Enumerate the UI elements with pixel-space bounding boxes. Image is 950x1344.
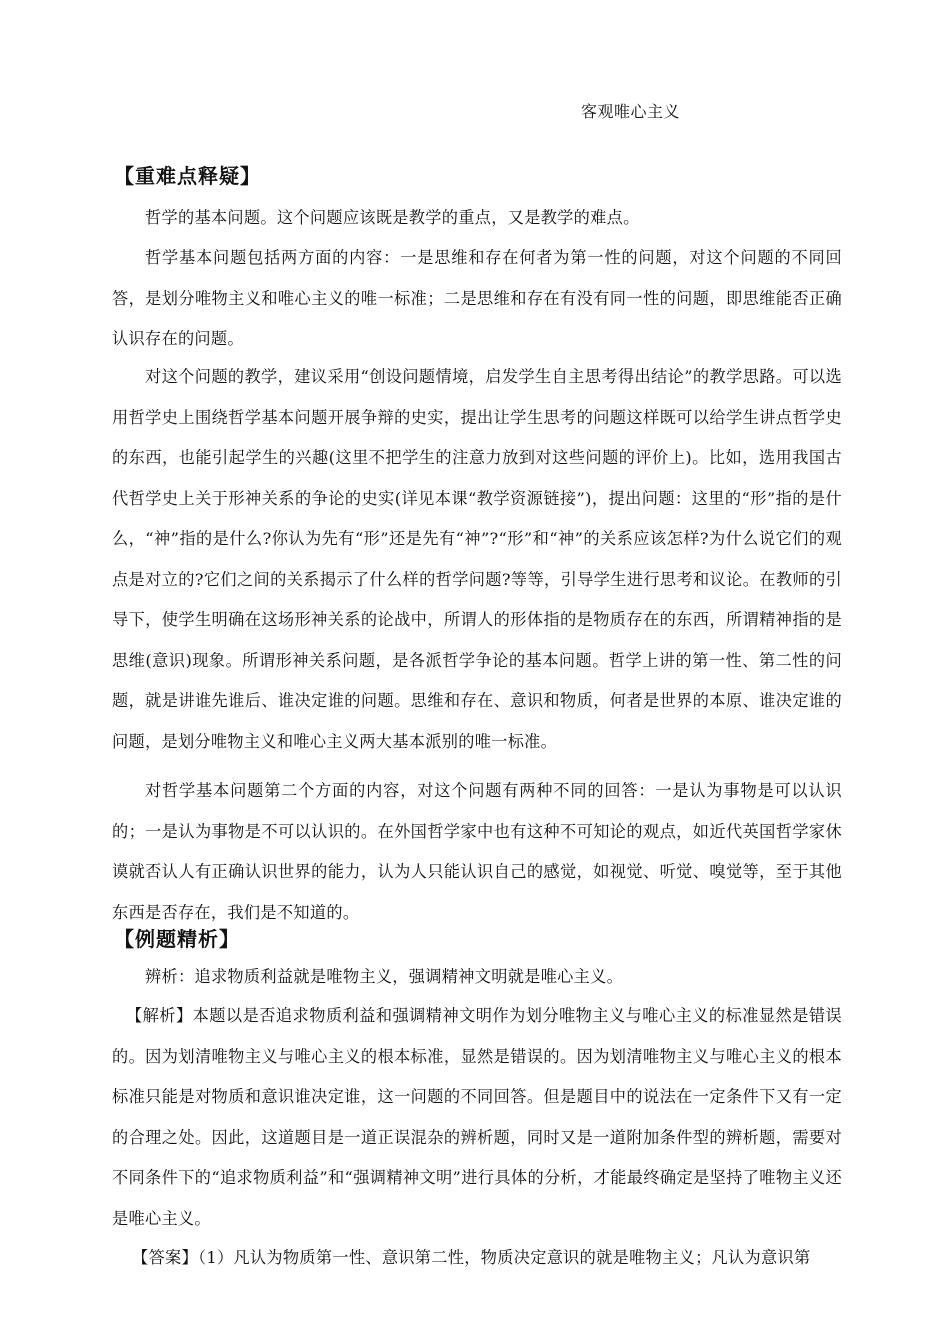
paragraph-two-aspects: 哲学基本问题包括两方面的内容：一是思维和存在何者为第一性的问题，对这个问题的不同回答，是划分唯物主义和唯心主义的唯一标准；二是思维和存在有没有同一性的问题，即思维能否正确认识存在的问题。 — [112, 248, 842, 348]
answer-tag: 【答案】 — [132, 1248, 198, 1267]
top-label: 客观唯心主义 — [581, 102, 681, 121]
analysis-tag: 【解析】 — [126, 1006, 193, 1025]
paragraph-second-aspect: 对哲学基本问题第二个方面的内容，对这个问题有两种不同的回答：一是认为事物是可以认识的；一是认为事物是不可以认识的。在外国哲学家中也有这种不可知论的观点，如近代英国哲学家休谟就否认人有正确认识世界的能力，认为人只能认识自己的感觉，如视觉、听觉、嗅觉等，至于其他东西是否存在，我们是不知道的。 — [112, 781, 842, 922]
example-question: 辨析：追求物质利益就是唯物主义，强调精神文明就是唯心主义。 — [145, 967, 624, 986]
section-heading-examples: 【例题精析】 — [114, 927, 240, 951]
section-heading-key-points: 【重难点释疑】 — [114, 164, 261, 188]
analysis-text: 本题以是否追求物质利益和强调精神文明作为划分唯物主义与唯心主义的标准显然是错误的。因为划清唯物主义与唯心主义的根本标准，显然是错误的。因为划清唯物主义与唯心主义的根本标准只能是对物质和意识谁决定谁，这一问题的不同回答。但是题目中的说法在一定条件下又有一定的合理之处。因此，这道题目是一道正误混杂的辨析题，同时又是一道附加条件型的辨析题，需要对不同条件下的“追求物质利益”和“强调精神文明”进行具体的分析，才能最终确定是坚持了唯物主义还是唯心主义。 — [112, 1006, 842, 1228]
answer-text: （1）凡认为物质第一性、意识第二性，物质决定意识的就是唯物主义；凡认为意识第 — [197, 1248, 811, 1267]
example-analysis — [112, 996, 842, 1239]
paragraph-basic-question: 哲学的基本问题。这个问题应该既是教学的重点，又是教学的难点。 — [145, 208, 640, 227]
paragraph-teaching-approach: 对这个问题的教学，建议采用“创设问题情境，启发学生自主思考得出结论”的教学思路。可以选用哲学史上围绕哲学基本问题开展争辩的史实，提出让学生思考的问题这样既可以给学生讲点哲学史的东西，也能引起学生的兴趣(这里不把学生的注意力放到对这些问题的评价上)。比如，选用我国古代哲学史上关于形神关系的争论的史实(详见本课“教学资源链接”)，提出问题：这里的“形”指的是什么，“神”指的是什么?你认为先有“形”还是先有“神”?“形”和“神”的关系应该怎样?为什么说它们的观点是对立的?它们之间的关系揭示了什么样的哲学问题?等等，引导学生进行思考和议论。在教师的引导下，使学生明确在这场形神关系的论战中，所谓人的形体指的是物质存在的东西，所谓精神指的是思维(意识)现象。所谓形神关系问题，是各派哲学争论的基本问题。哲学上讲的第一性、第二性的问题，就是讲谁先谁后、谁决定谁的问题。思维和存在、意识和物质，何者是世界的本原、谁决定谁的问题，是划分唯物主义和唯心主义两大基本派别的唯一标准。 — [112, 367, 842, 751]
example-answer — [112, 1238, 842, 1279]
